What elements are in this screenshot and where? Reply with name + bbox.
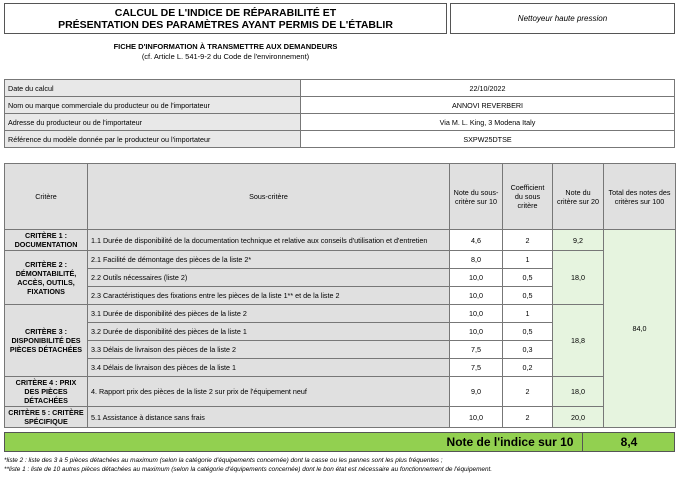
fiche-heading	[4, 42, 447, 62]
info-value: ANNOVI REVERBERI	[301, 97, 675, 114]
fiche-line-2: (cf. Article L. 541-9-2 du Code de l'environnement)	[141, 52, 310, 61]
sub-note: 10,0	[450, 407, 503, 428]
sub-criterion: 3.4 Délais de livraison des pièces de la liste 1	[88, 359, 450, 377]
info-label: Référence du modèle donnée par le producteur ou l'importateur	[5, 131, 301, 148]
table-row	[5, 305, 676, 323]
info-label: Nom ou marque commerciale du producteur ou de l'importateur	[5, 97, 301, 114]
critere-4-note: 18,0	[553, 377, 604, 407]
sub-coef: 0,5	[503, 323, 553, 341]
header-critere: Critère	[5, 164, 88, 230]
sub-criterion: 4. Rapport prix des pièces de la liste 2 sur prix de l'équipement neuf	[88, 377, 450, 407]
footnote-liste-1: **liste 1 : liste de 10 autres pièces détachées au maximum (selon la catégorie d'équipements concernée) dont le bon état est nécessaire au fonctionnement de l'équipement.	[4, 466, 493, 473]
sub-criterion: 5.1 Assistance à distance sans frais	[88, 407, 450, 428]
sub-coef: 2	[503, 230, 553, 251]
sub-note: 10,0	[450, 305, 503, 323]
page-title	[4, 3, 447, 34]
info-table	[4, 79, 675, 148]
info-value: SXPW25DTSE	[301, 131, 675, 148]
header-coef: Coefficient du sous critère	[503, 164, 553, 230]
sub-criterion: 3.1 Durée de disponibilité des pièces de la liste 2	[88, 305, 450, 323]
sub-criterion: 3.3 Délais de livraison des pièces de la liste 2	[88, 341, 450, 359]
critere-5-label: CRITÈRE 5 : CRITÈRE SPÉCIFIQUE	[5, 407, 88, 428]
critere-4-label: CRITÈRE 4 : PRIX DES PIÈCES DÉTACHÉES	[5, 377, 88, 407]
footnotes	[4, 456, 675, 474]
header-note-20: Note du critère sur 20	[553, 164, 604, 230]
sub-note: 9,0	[450, 377, 503, 407]
critere-3-note: 18,8	[553, 305, 604, 377]
sub-criterion: 1.1 Durée de disponibilité de la documentation technique et relative aux conseils d'utilisation et d'entretien	[88, 230, 450, 251]
critere-2-note: 18,0	[553, 251, 604, 305]
info-row-brand	[5, 97, 675, 114]
critere-2-label: CRITÈRE 2 : DÉMONTABILITÉ, ACCÈS, OUTILS, FIXATIONS	[5, 251, 88, 305]
info-value: Via M. L. King, 3 Modena Italy	[301, 114, 675, 131]
header-note-sous: Note du sous-critère sur 10	[450, 164, 503, 230]
sub-coef: 1	[503, 251, 553, 269]
critere-5-note: 20,0	[553, 407, 604, 428]
critere-1-label: CRITÈRE 1 : DOCUMENTATION	[5, 230, 88, 251]
info-label: Date du calcul	[5, 80, 301, 97]
critere-1-note: 9,2	[553, 230, 604, 251]
title-line-1: CALCUL DE L'INDICE DE RÉPARABILITÉ ET	[114, 6, 337, 19]
sub-criterion: 2.2 Outils nécessaires (liste 2)	[88, 269, 450, 287]
sub-note: 10,0	[450, 287, 503, 305]
sub-coef: 0,2	[503, 359, 553, 377]
sub-note: 10,0	[450, 323, 503, 341]
product-name: Nettoyeur haute pression	[450, 3, 675, 34]
sub-note: 8,0	[450, 251, 503, 269]
info-value: 22/10/2022	[301, 80, 675, 97]
sub-note: 10,0	[450, 269, 503, 287]
sub-criterion: 2.3 Caractéristiques des fixations entre les pièces de la liste 1** et de la liste 2	[88, 287, 450, 305]
result-label: Note de l'indice sur 10	[446, 435, 574, 449]
sub-coef: 0,5	[503, 269, 553, 287]
sub-criterion: 2.1 Facilité de démontage des pièces de la liste 2*	[88, 251, 450, 269]
sub-note: 4,6	[450, 230, 503, 251]
title-line-2: PRÉSENTATION DES PARAMÈTRES AYANT PERMIS DE L'ÉTABLIR	[58, 18, 393, 31]
header-total: Total des notes des critères sur 100	[604, 164, 676, 230]
sub-coef: 2	[503, 407, 553, 428]
table-row	[5, 407, 676, 428]
critere-3-label: CRITÈRE 3 : DISPONIBILITÉ DES PIÈCES DÉTACHÉES	[5, 305, 88, 377]
footnote-liste-2: *liste 2 : liste des 3 à 5 pièces détachées au maximum (selon la catégorie d'équipements concernée) dont la casse ou les pannes sont les plus fréquentes ;	[4, 457, 443, 464]
fiche-line-1: FICHE D'INFORMATION À TRANSMETTRE AUX DEMANDEURS	[113, 42, 338, 51]
info-row-date	[5, 80, 675, 97]
sub-coef: 0,3	[503, 341, 553, 359]
sub-note: 7,5	[450, 359, 503, 377]
score-table	[4, 163, 676, 428]
score-table-header	[5, 164, 676, 230]
sub-criterion: 3.2 Durée de disponibilité des pièces de la liste 1	[88, 323, 450, 341]
sub-coef: 1	[503, 305, 553, 323]
total-score: 84,0	[604, 230, 676, 428]
sub-coef: 2	[503, 377, 553, 407]
table-row	[5, 230, 676, 251]
header-sous-critere: Sous-critère	[88, 164, 450, 230]
table-row	[5, 251, 676, 269]
table-row	[5, 377, 676, 407]
info-row-address	[5, 114, 675, 131]
sub-note: 7,5	[450, 341, 503, 359]
result-value: 8,4	[582, 432, 675, 452]
info-label: Adresse du producteur ou de l'importateur	[5, 114, 301, 131]
sub-coef: 0,5	[503, 287, 553, 305]
info-row-reference	[5, 131, 675, 148]
